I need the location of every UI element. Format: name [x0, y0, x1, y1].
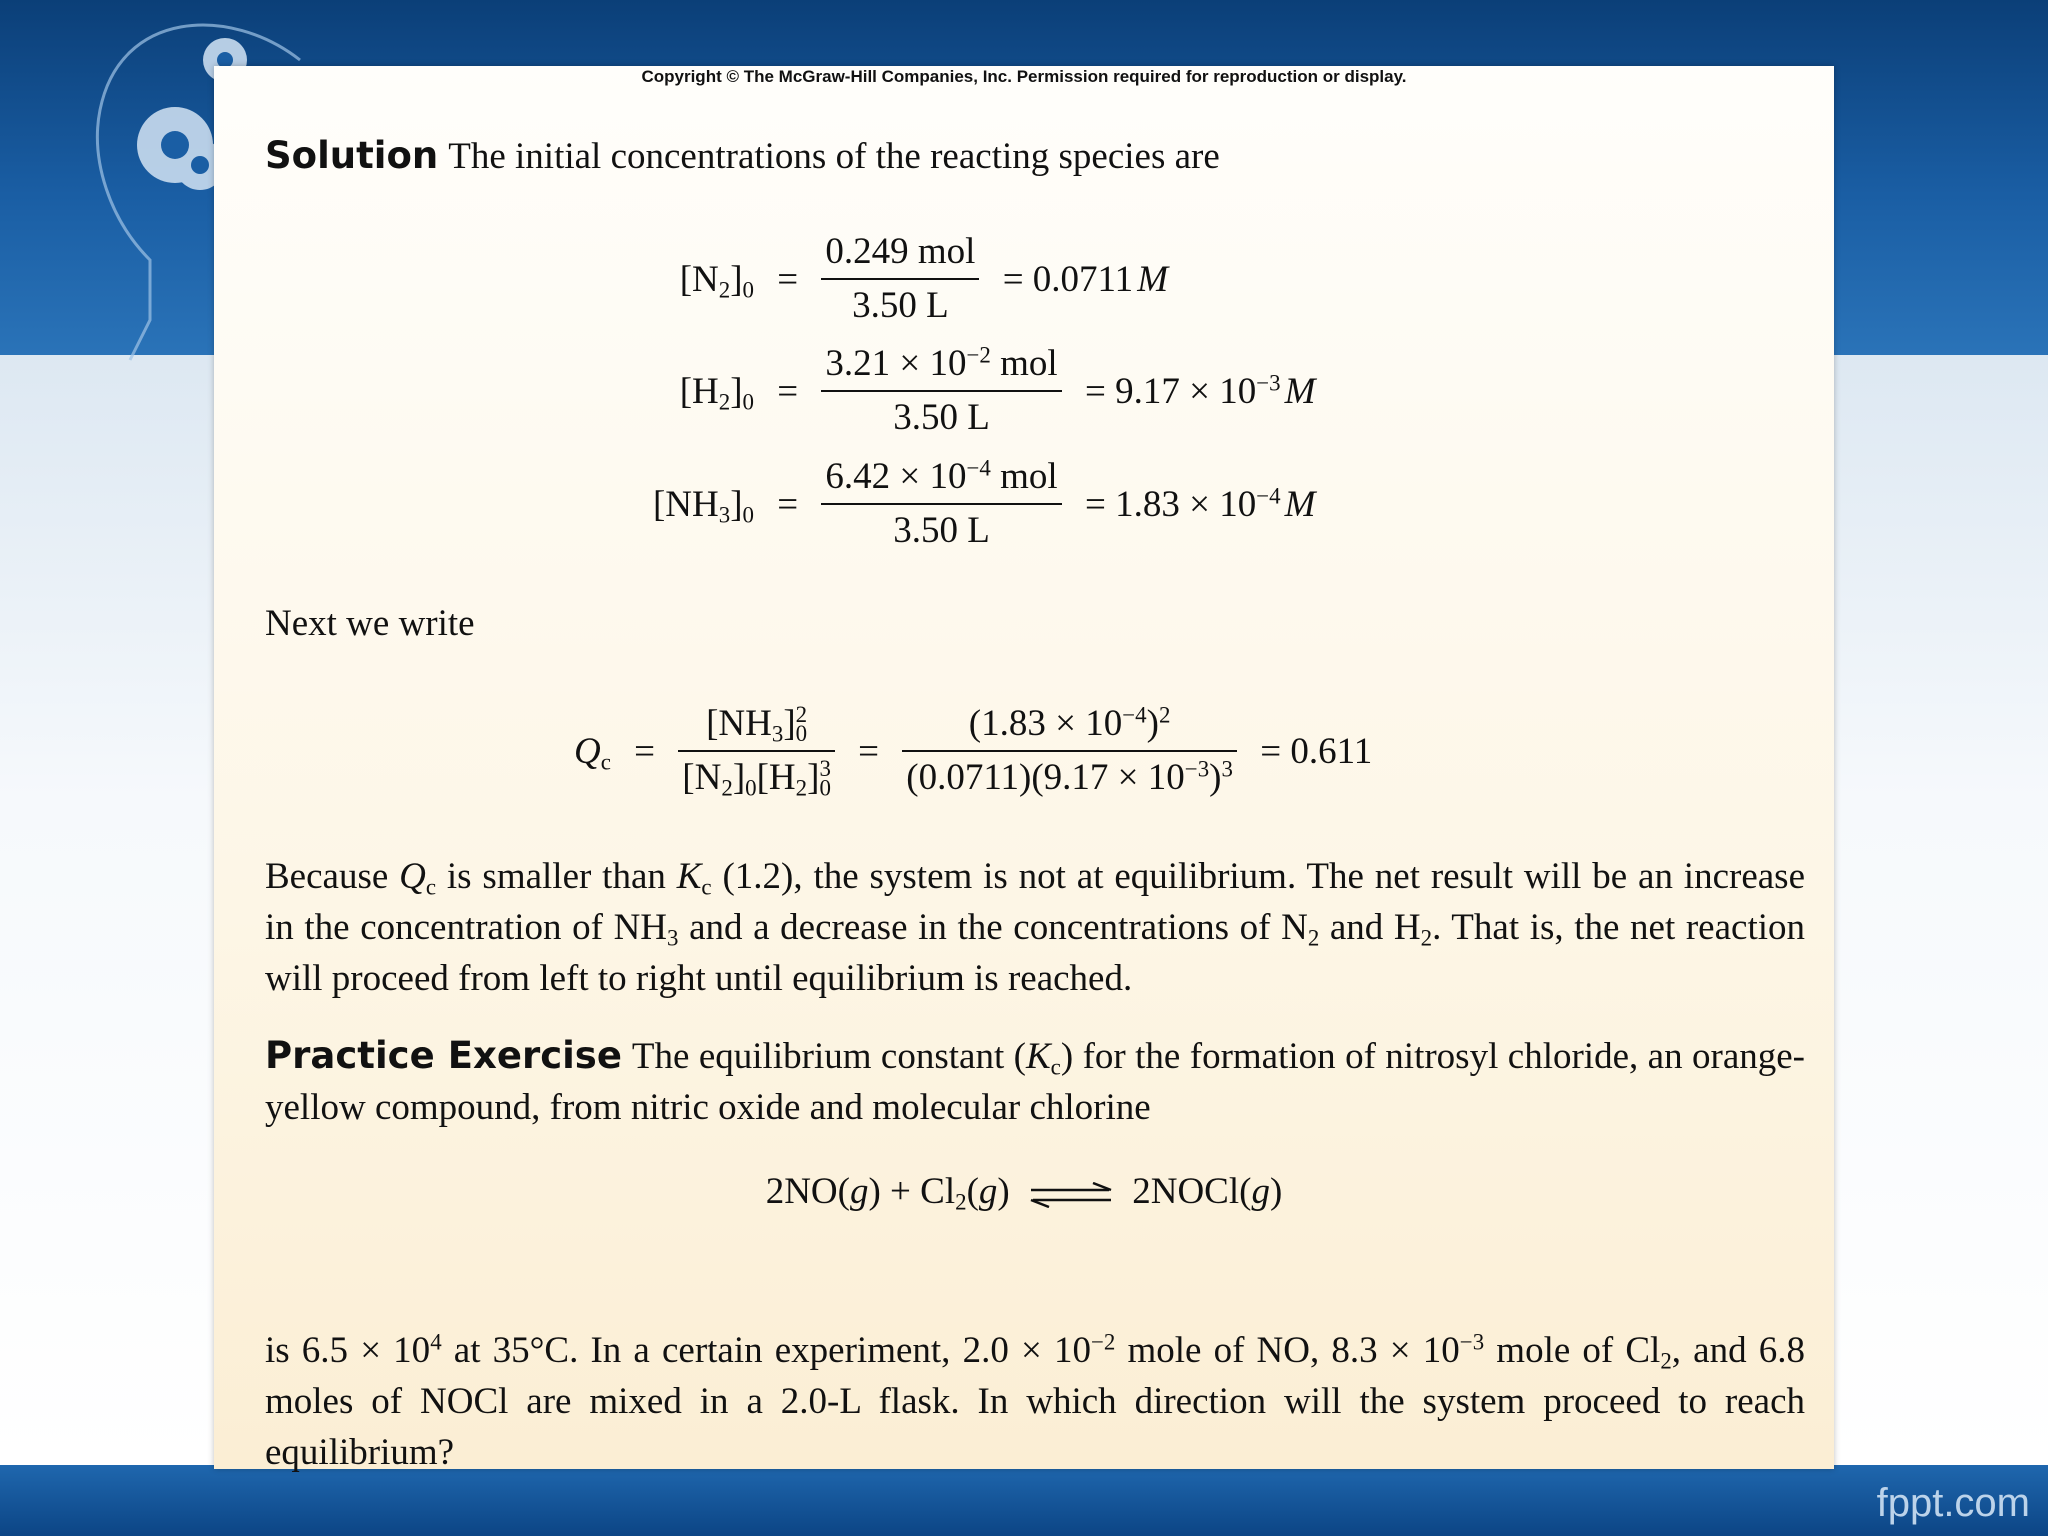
equation-h2-lhs: $[H_2]_0$ — [679, 370, 754, 414]
qc-symbol: $Q_c$ — [574, 730, 611, 774]
qc-values-fraction: $\frac{(1.83 \times 10^{-4})^2}{(0.0711)(9.17 \times 10^{-3})^3}$ — [902, 698, 1237, 804]
equation-n2-lhs: $[N_2]_0$ — [679, 258, 754, 302]
equation-qc: $Q_c$ = $\frac{[NH_3]_0^2}{[N_2]_0[H_2]_0^3}$ = $\frac{(1.83 \times 10^{-4})^2}{(0.0711)(9.17 \times 10^{-3})^3}$ = 0.611 — [574, 698, 1386, 804]
brand-watermark: fppt.com — [1876, 1481, 2030, 1525]
equation-n2: $[N_2]_0$ = $\frac{\text{0.249 mol}}{3.50 L}$ = 0.0711 M — [594, 226, 1182, 332]
equation-h2: $[H_2]_0$ = $\frac{3.21 \times 10^{-2} mol}{3.50 L}$ = $9.17 \times 10^{-3}$ M — [594, 338, 1329, 444]
equation-h2-result: = $9.17 \times 10^{-3}$ — [1084, 369, 1281, 412]
because-paragraph: Because $Q_c$ is smaller than $K_c$ (1.2), the system is not at equilibrium. The net result will be an increase in the concentration of $NH_3$ and a decrease in the concentrations of $N_2$ and $H_2$. That is, the net reaction will proceed from left to right until equilibrium is reached. — [265, 856, 1806, 999]
solution-heading: Solution — [265, 134, 439, 177]
qc-definition-fraction: $\frac{[NH_3]_0^2}{[N_2]_0[H_2]_0^3}$ — [678, 698, 835, 804]
equation-nh3-result: = $1.83 \times 10^{-4}$ — [1084, 482, 1281, 525]
equation-h2-fraction: $\frac{3.21 \times 10^{-2} mol}{3.50 L}$ — [821, 338, 1061, 444]
equation-nh3-fraction: $\frac{6.42 \times 10^{-4} mol}{3.50 L}$ — [821, 451, 1061, 557]
final-paragraph: is $6.5 \times 10^4$ at 35°C. In a certain experiment, $2.0 \times 10^{-2}$ mole of NO, $8.3 \times 10^{-3}$ mole of $Cl_2$, and 6.8 moles of NOCl are mixed in a 2.0-L flask. In which direction will the system proceed to reach equilibrium? — [265, 1329, 1805, 1473]
copyright-notice: Copyright © The McGraw-Hill Companies, Inc. Permission required for reproduction or display. — [641, 67, 1407, 86]
equation-n2-result: = 0.0711 — [1002, 258, 1134, 300]
textbook-page — [214, 66, 1834, 1473]
equilibrium-arrows-icon — [1029, 1182, 1113, 1208]
solution-text: The initial concentrations of the reacting species are — [448, 136, 1220, 177]
equation-n2-fraction: $\frac{\text{0.249 mol}}{3.50 L}$ — [821, 226, 979, 332]
next-we-write: Next we write — [265, 603, 475, 644]
qc-result: = 0.611 — [1260, 730, 1373, 772]
practice-exercise: Practice Exercise The equilibrium constant $(K_c)$ for the formation of nitrosyl chloride, an orange-yellow compound, from nitric oxide and molecular chlorine — [265, 1034, 1805, 1128]
equation-nh3: $[NH_3]_0$ = $\frac{6.42 \times 10^{-4} mol}{3.50 L}$ = $1.83 \times 10^{-4}$ M — [594, 451, 1329, 557]
solution-intro — [265, 130, 1805, 182]
equation-nh3-lhs: $[NH_3]_0$ — [652, 483, 754, 527]
practice-heading: Practice Exercise — [265, 1034, 622, 1077]
reaction-equation: $2NO(g) + Cl_2(g)$ 2NOCl(g) — [765, 1171, 1283, 1215]
